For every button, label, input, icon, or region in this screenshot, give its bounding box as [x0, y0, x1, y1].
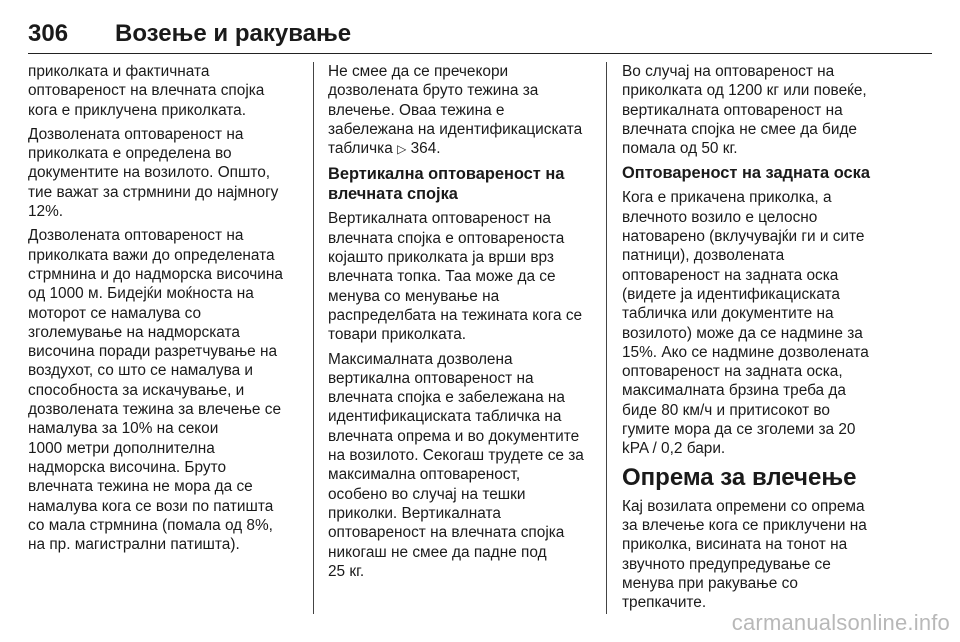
paragraph: Дозволената оптовареност на приколката важи до определената стрмнина и до надморска височина од 1000 м. Бидејќи моќноста на моторот се намалува со зголемување на надморската височина поради разретчување на воздухот, со што се намалува и способноста за искачување, и дозволената тежина за влечење се намалува за 10% на секои 1000 метри дополнителна надморска височина. Бруто влечната тежина не мора да се намалува кога се вози по патишта со мала стрмнина (помала од 8%, на пр. магистрални патишта).: [28, 227, 283, 554]
arrow-right-outline-icon: ▷: [397, 142, 407, 157]
column-divider: [313, 62, 314, 614]
section-heading-towing-equipment: Опрема за влечење: [622, 463, 857, 491]
section-title: Возење и ракување: [115, 20, 352, 47]
text-column-3: [622, 62, 904, 617]
paragraph: [328, 62, 610, 159]
subheading-vertical-load: Вертикална оптовареност на влечната спојка: [328, 165, 565, 204]
paragraph: Кога е прикачена приколка, а влечното возило е целосно натоварено (вклучувајќи ги и сите патници), дозволената оптовареност на задната оска (видете ја идентификациската табличка или документите на возилото) може да се надмине за 15%. Ако се надмине дозволената оптовареност на задната оска, максималната брзина треба да биде 80 км/ч и притисокот во гумите мора да се зголеми за 20 kPA / 0,2 бари.: [622, 189, 869, 458]
watermark: carmanualsonline.info: [731, 610, 950, 635]
column-divider: [606, 62, 607, 614]
page-reference[interactable]: 364.: [410, 140, 441, 158]
paragraph: Кај возилата опремени со опрема за влечење кога се приклучени на приколка, висината на тонот на звучното предупредување се менува при ракување со трепкачите.: [622, 497, 867, 612]
subheading-rear-axle-load: Оптовареност на задната оска: [622, 164, 870, 183]
paragraph: Во случај на оптовареност на приколката од 1200 кг или повеќе, вертикалната оптовареност на влечната спојка не смее да биде помала од 50 кг.: [622, 63, 867, 158]
paragraph: Дозволената оптовареност на приколката е определена во документите на возилото. Општо, тие важат за стрмнини до најмногу 12%.: [28, 125, 279, 221]
paragraph: приколката и фактичната оптовареност на влечната спојка кога е приклучена приколката.: [28, 63, 265, 119]
paragraph: Максималната дозволена вертикална оптовареност на влечната спојка е забележана на идентификациската табличка на влечната опрема и во документите на возилото. Секогаш трудете се за максимална оптовареност, особено во случај на тешки приколки. Вертикалната оптовареност на влечната спојка никогаш не смее да падне под 25 кг.: [328, 350, 584, 580]
paragraph-text: Не смее да се пречекори дозволената бруто тежина за влечење. Оваа тежина е забележана на идентификациската табличка: [328, 63, 583, 158]
header-divider: [28, 53, 932, 54]
text-column-1: [28, 62, 310, 559]
text-column-2: [328, 62, 610, 586]
page-number: 306: [28, 20, 69, 47]
paragraph: Вертикалната оптовареност на влечната спојка е оптовареноста којашто приколката ја врши врз влечната топка. Таа може да се менува со менување на распределбата на тежината кога се товари приколката.: [328, 210, 583, 344]
page-header: [28, 20, 932, 56]
